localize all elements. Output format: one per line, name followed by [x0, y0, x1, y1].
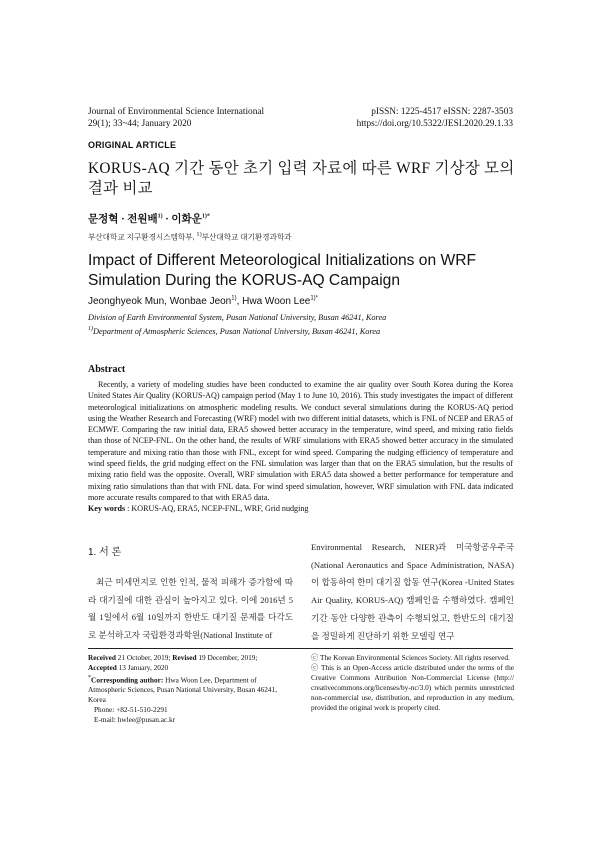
- english-affiliation-2-text: Department of Atmospheric Sciences, Pusan National University, Busan 46241, Korea: [93, 327, 381, 336]
- affiliation-mark: 1)*: [201, 213, 210, 220]
- english-affiliation-2: [88, 326, 528, 338]
- footer-divider: [88, 648, 513, 649]
- korean-author-1: 문정혁: [88, 214, 119, 225]
- affiliation-mark: 1): [196, 231, 202, 238]
- journal-volume: 29(1); 33~44; January 2020: [88, 119, 192, 129]
- intro-left-column: [88, 543, 293, 645]
- korean-title: KORUS-AQ 기간 동안 초기 입력 자료에 따른 WRF 기상장 모의 결과 비교: [88, 160, 515, 197]
- corresponding-mark: *: [88, 675, 92, 681]
- korean-affiliations: [88, 231, 292, 243]
- accepted-label: Accepted: [88, 663, 117, 672]
- author-separator: ·: [118, 214, 128, 225]
- intro-paragraph-left: 최근 미세먼지로 인한 인적, 물적 피해가 증가함에 따라 대기질에 대한 관심이 높아지고 있다. 이에 2016년 5월 1일에서 6월 10일까지 한반도 대기질 문제를 다각도로 분석하고자 국립환경과학원(National Institute of: [88, 577, 293, 641]
- english-author-1: Jeonghyeok Mun,: [88, 296, 170, 307]
- doi-link[interactable]: https://doi.org/10.5322/JESI.2020.29.1.33: [356, 119, 513, 129]
- english-affiliation-1: Division of Earth Environmental System, Pusan National University, Busan 46241, Korea: [88, 313, 387, 322]
- revised-date: 19 December, 2019;: [196, 653, 258, 662]
- intro-paragraph-right: Environmental Research, NIER)과 미국항공우주국(National Aeronautics and Space Administration, NASA)이 합동하여 한미 대기질 합동 연구(Korea -United States Air Quality, KORUS-AQ) 캠페인을 수행하였다. 캠페인 기간 동안 다양한 관측이 수행되었고, 한반도의 대기질을 정밀하게 진단하기 위한 모델링 연구: [311, 542, 514, 641]
- copyright-footnote: [311, 653, 514, 713]
- author-separator: ·: [162, 214, 172, 225]
- article-type-label: ORIGINAL ARTICLE: [88, 140, 177, 150]
- revised-label: Revised: [172, 653, 197, 662]
- korean-affiliation-2: 부산대학교 대기환경과학과: [201, 232, 292, 242]
- english-title: Impact of Different Meteorological Initializations on WRF Simulation During the KORUS-AQ Campaign: [88, 252, 476, 289]
- keywords-text: KORUS-AQ, ERA5, NCEP-FNL, WRF, Grid nudging: [131, 504, 309, 513]
- corresponding-author-text: Hwa Woon Lee, Department of Atmospheric Sciences, Pusan National University, Busan 46241, Korea: [88, 675, 278, 705]
- journal-header: [88, 106, 264, 130]
- english-authors: [88, 296, 318, 307]
- received-date: 21 October, 2019;: [115, 653, 173, 662]
- journal-identifiers: [357, 106, 513, 130]
- keywords-label: Key words: [88, 504, 126, 513]
- affiliation-mark: 1): [231, 295, 237, 302]
- section-heading-introduction: 1. 서 론: [88, 547, 122, 558]
- email-link[interactable]: E-mail: hwlee@pusan.ac.kr: [94, 715, 176, 725]
- abstract-heading: Abstract: [88, 364, 126, 375]
- accepted-date: 13 January, 2020: [116, 663, 169, 672]
- korean-author-2: 전원배: [127, 214, 158, 225]
- journal-name: Journal of Environmental Science International: [88, 107, 265, 117]
- license-notice: ⓒ This is an Open-Access article distributed under the terms of the Creative Commons Attribution Non-Commercial License (http:// creativecommons.org/licenses/by-nc/3.0) which permits unrestricted non-commercial use, distribution, and reproduction in any medium, provided the original work is properly cited.: [311, 663, 514, 712]
- english-author-2: Wonbae Jeon: [169, 296, 232, 307]
- intro-right-column: [311, 539, 514, 645]
- korean-author-3: 이화운: [171, 214, 202, 225]
- abstract-body: Recently, a variety of modeling studies have been conducted to examine the air quality over South Korea during the Korea United States Air Quality (KORUS-AQ) campaign period (May 1 to June 10, 2016). This study investigates the impact of different meteorological initializations on atmospheric modeling results. We conduct several simulations during the KORUS-AQ period using the Weather Research and Forecasting (WRF) model with two different initial datasets, which is FNL of NCEP and ERA5 of ECMWF. Comparing the raw initial data, ERA5 showed better accuracy in the temperature, wind speed, and mixing ratio fields than those of NCEP-FNL. On the other hand, the results of WRF simulations with ERA5 showed better accuracy in the simulated temperature and mixing ratio than those with FNL, except for wind speed. Comparing the nudging efficiency of temperature and wind speed fields, the grid nudging effect on the FNL simulation was larger than that on the ERA5 simulation, but the results of mixing ratio field was the opposite. Overall, WRF simulation with ERA5 data showed a better performance for temperature and mixing ratio simulations than that with FNL data. For wind speed simulation, however, WRF simulation with FNL data indicated more accurate results compared to that with ERA5 data.: [88, 380, 513, 502]
- copyright-notice: ⓒ The Korean Environmental Sciences Society. All rights reserved.: [311, 653, 510, 662]
- korean-authors: [88, 211, 210, 226]
- phone: Phone: +82-51-510-2291: [94, 705, 168, 715]
- issn: pISSN: 1225-4517 eISSN: 2287-3503: [371, 107, 513, 117]
- affiliation-mark: 1): [88, 326, 93, 333]
- article-history-footnote: [88, 653, 293, 725]
- corresponding-author-label: Corresponding author:: [91, 675, 164, 685]
- affiliation-mark: 1): [157, 213, 163, 220]
- keywords-separator: :: [125, 504, 132, 513]
- affiliation-mark: 1)*: [310, 295, 319, 302]
- received-label: Received: [88, 653, 116, 662]
- korean-affiliation-1: 부산대학교 지구환경시스템학부,: [88, 232, 197, 242]
- english-author-3: , Hwa Woon Lee: [236, 296, 311, 307]
- keywords: [88, 504, 513, 513]
